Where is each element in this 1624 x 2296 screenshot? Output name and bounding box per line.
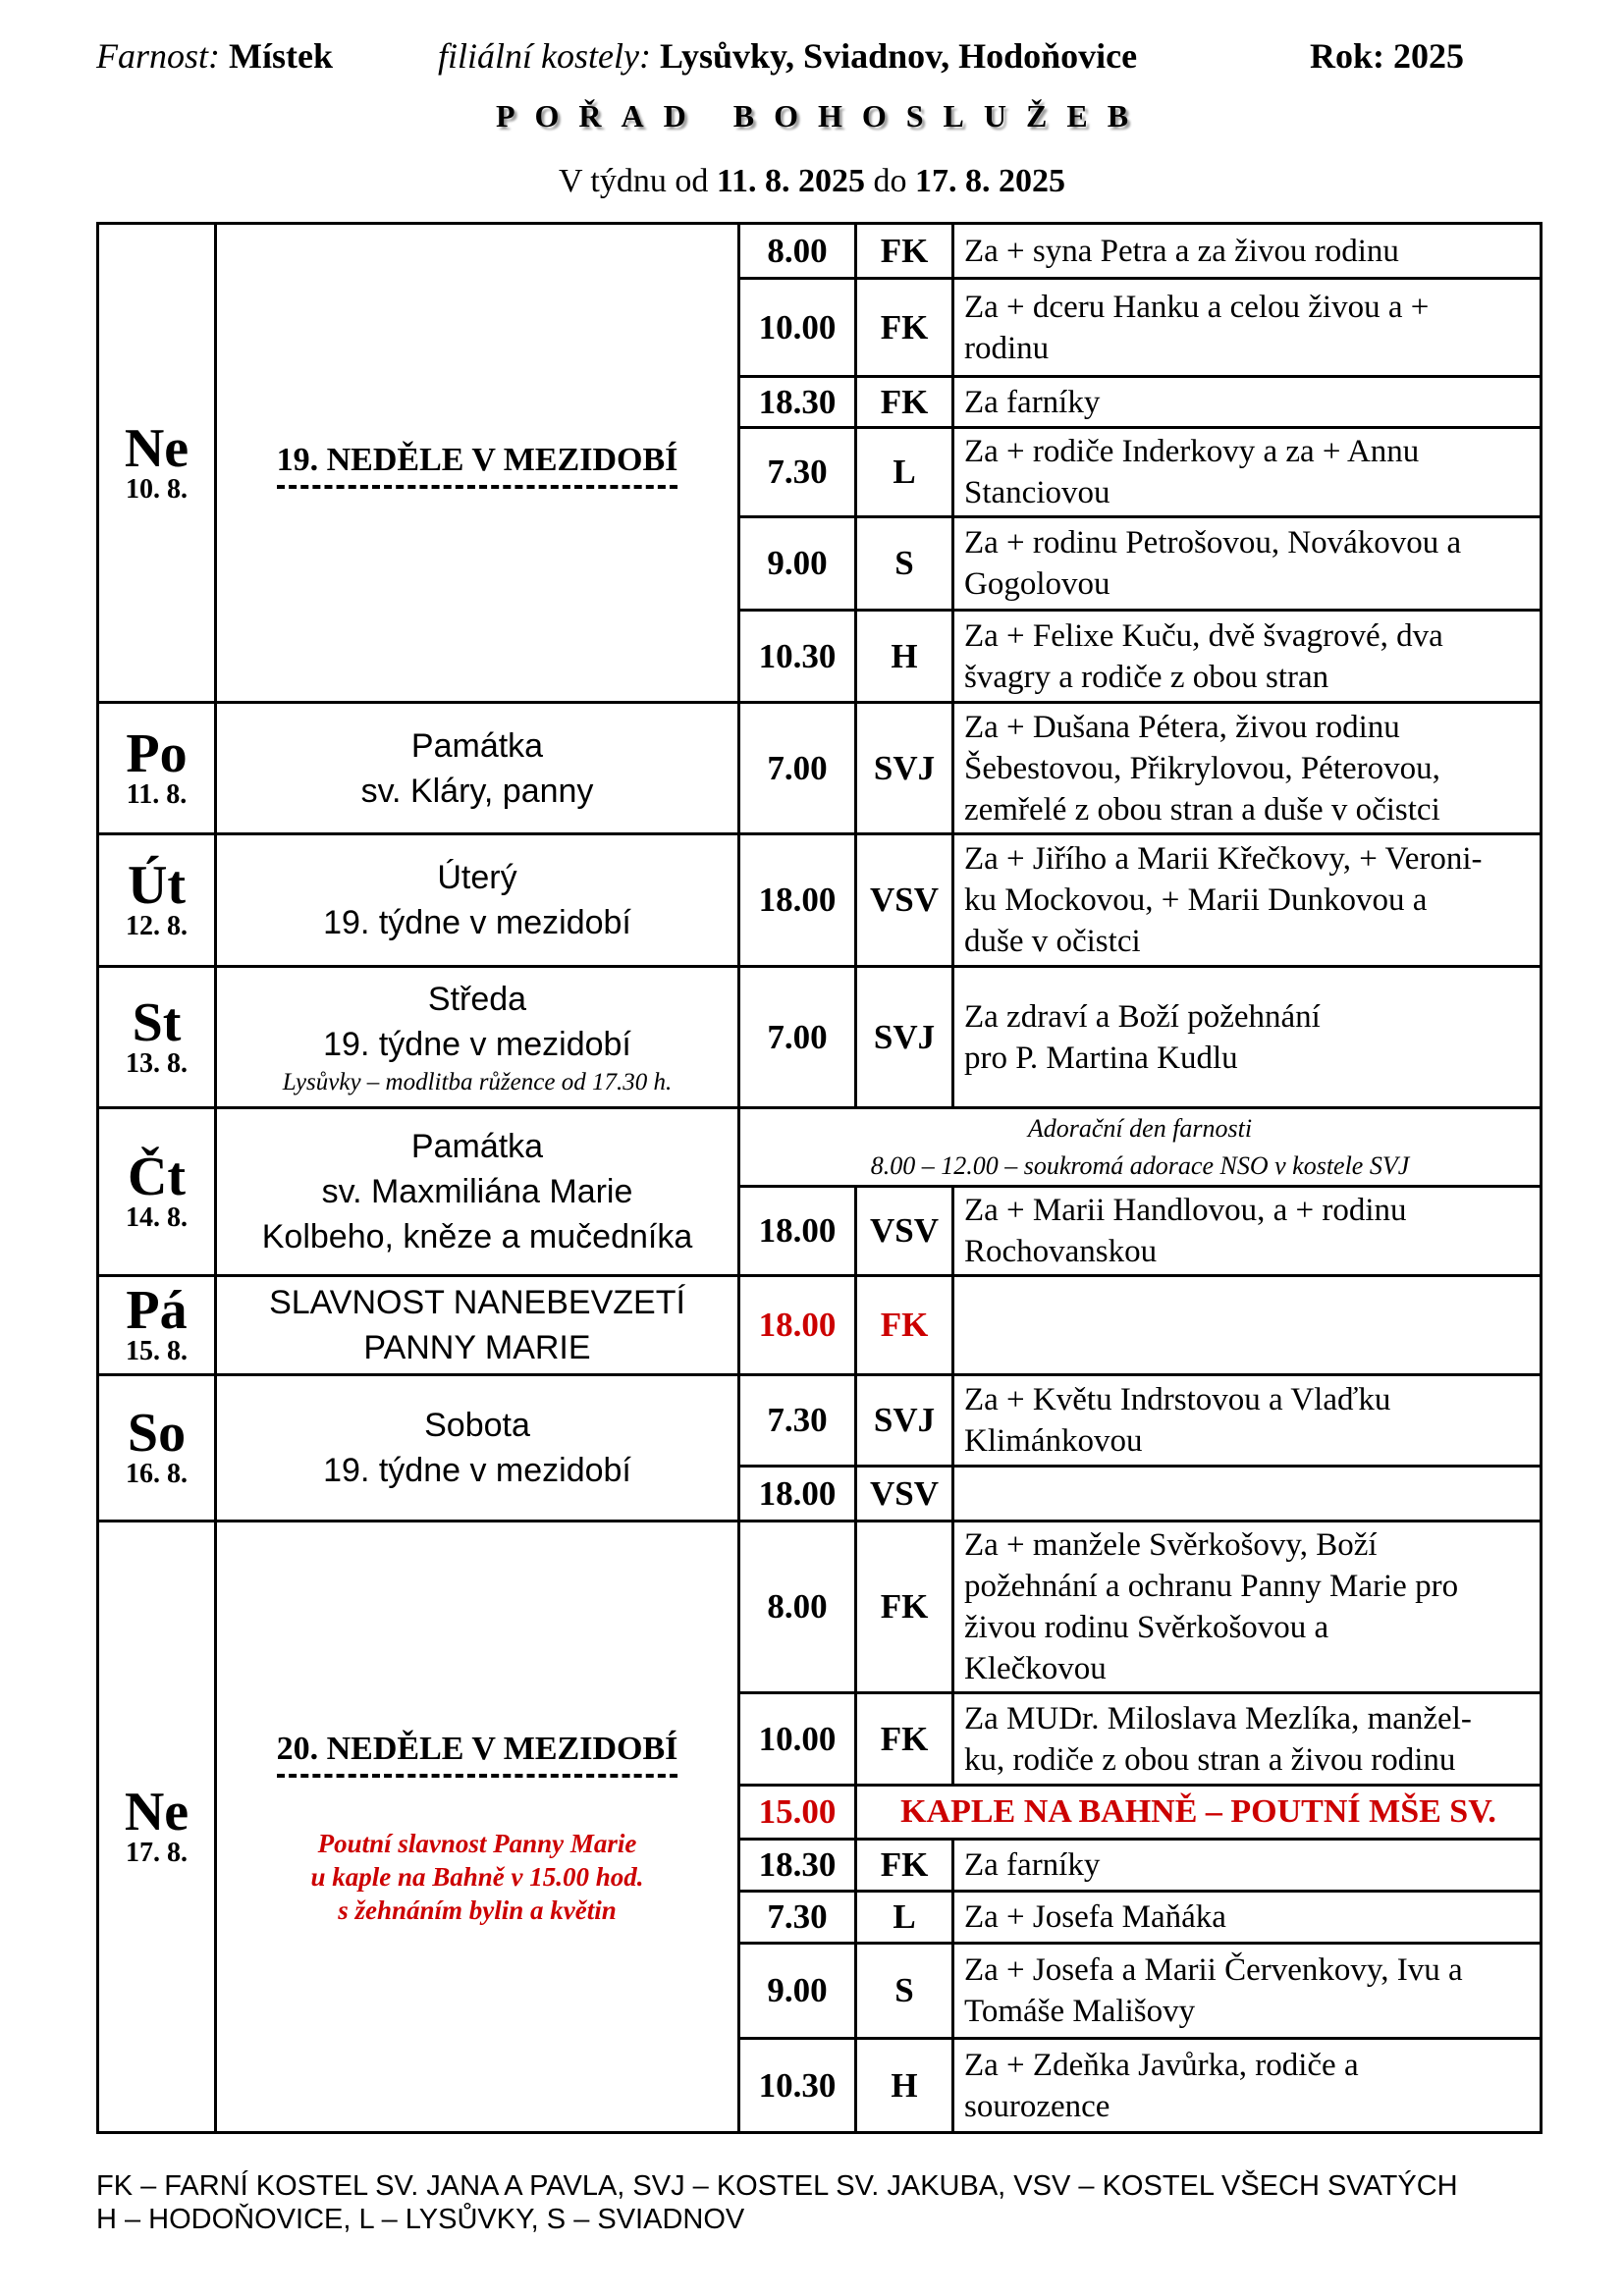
intention-line: Za + rodinu Petrošovou, Novákovou a: [964, 525, 1462, 561]
day-cell: [98, 967, 216, 1108]
liturgical-day-line: Kolbeho, kněze a mučedníka: [261, 1218, 693, 1255]
church-code: FK: [856, 1693, 953, 1786]
schedule-row: [98, 1276, 1542, 1375]
mass-intention: [953, 224, 1542, 279]
intention-line: Za + Felixe Kuču, dvě švagrové, dva: [964, 617, 1443, 654]
pilgrimage-note: [217, 1827, 737, 1927]
intention-line: Za + Květu Indrstovou a Vlaďku: [964, 1382, 1391, 1417]
legend-line: FK – FARNÍ KOSTEL SV. JANA A PAVLA, SVJ – KOSTEL SV. JAKUBA, VSV – KOSTEL VŠECH SVATÝCH: [96, 2170, 1458, 2202]
filial-label: filiální kostely:: [438, 36, 651, 76]
sunday-title: 20. NEDĚLE V MEZIDOBÍ: [277, 1727, 678, 1778]
mass-intention: [953, 517, 1542, 611]
intention-line: ku Mockovou, + Marii Dunkovou a: [964, 882, 1428, 918]
mass-time: 10.30: [739, 2039, 856, 2133]
liturgical-day-cell: [216, 1108, 739, 1276]
intention-line: Klečkovou: [964, 1651, 1107, 1686]
church-code: FK: [856, 377, 953, 428]
schedule-row: [98, 1108, 1542, 1187]
mass-intention: [953, 1187, 1542, 1276]
mass-intention: [953, 428, 1542, 517]
mass-time: 10.30: [739, 611, 856, 703]
mass-time: 7.30: [739, 1375, 856, 1467]
intention-line: Za farníky: [964, 1847, 1101, 1883]
schedule-row: [98, 1522, 1542, 1693]
church-code: SVJ: [856, 967, 953, 1108]
legend-footer: [96, 2169, 1569, 2236]
mass-intention: [953, 1276, 1542, 1375]
day-date: 15. 8.: [126, 1336, 188, 1366]
liturgical-day-line: 19. týdne v mezidobí: [323, 1452, 631, 1489]
liturgical-day-cell: [216, 703, 739, 834]
week-prefix: V týdnu od: [558, 163, 709, 199]
mass-intention: [953, 377, 1542, 428]
pilgrimage-note-line: Poutní slavnost Panny Marie: [317, 1829, 637, 1858]
day-note: Lysůvky – modlitba růžence od 17.30 h.: [282, 1068, 673, 1095]
day-abbr: Ne: [124, 1782, 189, 1842]
mass-intention: [953, 1944, 1542, 2039]
intention-line: Za zdraví a Boží požehnání: [964, 998, 1321, 1035]
liturgical-day-line: Památka: [410, 726, 544, 765]
mass-time: 7.00: [739, 703, 856, 834]
day-date: 16. 8.: [126, 1459, 188, 1489]
day-date: 13. 8.: [126, 1047, 188, 1079]
intention-line: ku, rodiče z obou stran a živou rodinu: [964, 1741, 1456, 1778]
liturgical-day-line: Úterý: [437, 859, 517, 896]
week-mid: do: [873, 163, 907, 199]
liturgical-day-cell: [216, 1375, 739, 1522]
schedule-table: [96, 222, 1543, 2134]
liturgical-day-cell: [216, 834, 739, 967]
church-code: L: [856, 428, 953, 517]
liturgical-day-cell: [216, 1522, 739, 2133]
mass-intention: [953, 834, 1542, 967]
filial-info: [438, 35, 1137, 77]
page-title: POŘAD BOHOSLUŽEB: [495, 98, 1149, 133]
intention-line: duše v očistci: [964, 924, 1141, 959]
intention-line: švagry a rodiče z obou stran: [964, 659, 1329, 695]
intention-line: požehnání a ochranu Panny Marie pro: [964, 1569, 1459, 1604]
mass-time: 8.00: [739, 224, 856, 279]
parish-label: Farnost:: [96, 36, 220, 76]
day-cell: [98, 703, 216, 834]
day-cell: [98, 224, 216, 703]
sunday-title: 19. NEDĚLE V MEZIDOBÍ: [277, 438, 678, 489]
liturgical-day-line: 19. týdne v mezidobí: [323, 1025, 631, 1063]
intention-line: živou rodinu Svěrkošovou a: [964, 1610, 1329, 1645]
mass-time: 18.00: [739, 1467, 856, 1522]
mass-time: 18.00: [739, 1276, 856, 1375]
mass-time: 10.00: [739, 1693, 856, 1786]
pilgrimage-note-line: s žehnáním bylin a květin: [338, 1896, 617, 1925]
adoration-line: 8.00 – 12.00 – soukromá adorace NSO v kostele SVJ: [870, 1150, 1410, 1180]
intention-line: Za + Josefa a Marii Červenkovy, Ivu a: [964, 1952, 1463, 1988]
day-cell: [98, 1522, 216, 2133]
intention-line: Stanciovou: [964, 475, 1110, 510]
schedule-row: [98, 1375, 1542, 1467]
liturgical-day-cell: [216, 224, 739, 703]
liturgical-day-line: Památka: [410, 1128, 544, 1165]
liturgical-day-cell: [216, 967, 739, 1108]
mass-intention: [953, 1375, 1542, 1467]
intention-line: Za + Marii Handlovou, a + rodinu: [964, 1193, 1407, 1228]
intention-line: Gogolovou: [964, 566, 1110, 602]
day-date: 14. 8.: [126, 1202, 188, 1233]
intention-line: Za + Josefa Maňáka: [964, 1899, 1226, 1935]
mass-time: 9.00: [739, 1944, 856, 2039]
intention-line: Klimánkovou: [964, 1423, 1143, 1459]
mass-time: 7.30: [739, 1892, 856, 1944]
mass-time: 15.00: [739, 1786, 856, 1840]
mass-intention: [953, 611, 1542, 703]
day-cell: [98, 1375, 216, 1522]
intention-line: Rochovanskou: [964, 1234, 1158, 1269]
mass-intention: [953, 2039, 1542, 2133]
mass-intention: [953, 1522, 1542, 1693]
day-abbr: St: [132, 991, 182, 1053]
liturgical-day-line: Sobota: [424, 1407, 530, 1444]
mass-intention: [953, 703, 1542, 834]
church-code: VSV: [856, 1467, 953, 1522]
parish-name: Místek: [229, 36, 333, 76]
liturgical-day-line: sv. Maxmiliána Marie: [321, 1173, 633, 1210]
day-date: 10. 8.: [126, 473, 188, 505]
church-code: FK: [856, 1276, 953, 1375]
year-label: Rok: 2025: [1310, 36, 1465, 76]
intention-line: pro P. Martina Kudlu: [964, 1040, 1238, 1076]
day-cell: [98, 834, 216, 967]
liturgical-day-line: Středa: [427, 980, 527, 1018]
mass-time: 7.00: [739, 967, 856, 1108]
mass-intention: [953, 1840, 1542, 1892]
mass-time: 10.00: [739, 279, 856, 377]
intention-line: Za + manžele Svěrkošovy, Boží: [964, 1527, 1378, 1563]
church-code: H: [856, 2039, 953, 2133]
mass-intention: [953, 279, 1542, 377]
liturgical-day-cell: [216, 1276, 739, 1375]
mass-intention: [953, 1467, 1542, 1522]
mass-time: 18.30: [739, 377, 856, 428]
day-date: 11. 8.: [126, 778, 188, 810]
mass-time: 18.00: [739, 1187, 856, 1276]
day-abbr: Po: [126, 722, 188, 784]
adoration-line: Adorační den farnosti: [1027, 1113, 1253, 1143]
mass-time: 7.30: [739, 428, 856, 517]
week-from: 11. 8. 2025: [716, 163, 865, 199]
special-mass: KAPLE NA BAHNĚ – POUTNÍ MŠE SV.: [856, 1786, 1542, 1840]
intention-line: Za + Jiřího a Marii Křečkovy, + Veroni-: [964, 841, 1483, 877]
week-to: 17. 8. 2025: [915, 163, 1065, 199]
intention-line: Za MUDr. Miloslava Mezlíka, manžel-: [964, 1700, 1472, 1736]
liturgical-day-line: PANNY MARIE: [363, 1329, 591, 1366]
church-code: FK: [856, 224, 953, 279]
intention-line: Šebestovou, Přikrylovou, Péterovou,: [964, 750, 1440, 786]
intention-line: Za + syna Petra a za živou rodinu: [964, 233, 1399, 269]
day-abbr: Pá: [126, 1280, 188, 1341]
schedule-row: [98, 967, 1542, 1108]
church-code: S: [856, 1944, 953, 2039]
legend-line: H – HODOŇOVICE, L – LYSŮVKY, S – SVIADNOV: [96, 2204, 745, 2235]
schedule-row: [98, 703, 1542, 834]
church-code: FK: [856, 1522, 953, 1693]
church-code: SVJ: [856, 1375, 953, 1467]
day-abbr: Ne: [124, 417, 189, 479]
parish-info: [96, 35, 333, 77]
document-header: [96, 35, 1530, 86]
adoration-note: [739, 1108, 1542, 1187]
intention-line: zemřelé z obou stran a duše v očistci: [964, 791, 1440, 828]
church-code: FK: [856, 1840, 953, 1892]
church-code: VSV: [856, 834, 953, 967]
intention-line: sourozence: [964, 2088, 1110, 2124]
intention-line: rodinu: [964, 330, 1050, 366]
mass-time: 8.00: [739, 1522, 856, 1693]
day-abbr: Út: [127, 855, 187, 916]
intention-line: Za + rodiče Inderkovy a za + Annu: [964, 434, 1420, 469]
liturgical-day-line: 19. týdne v mezidobí: [323, 904, 631, 941]
schedule-row: [98, 224, 1542, 279]
mass-intention: [953, 1892, 1542, 1944]
pilgrimage-note-line: u kaple na Bahně v 15.00 hod.: [310, 1862, 644, 1892]
day-date: 12. 8.: [126, 911, 188, 941]
intention-line: Tomáše Mališovy: [964, 1994, 1196, 2029]
liturgical-day-line: sv. Kláry, panny: [360, 772, 594, 810]
mass-time: 9.00: [739, 517, 856, 611]
liturgical-day-line: SLAVNOST NANEBEVZETÍ: [269, 1284, 685, 1321]
filial-names: Lysůvky, Sviadnov, Hodoňovice: [659, 36, 1138, 76]
day-abbr: Čt: [127, 1147, 187, 1207]
schedule-row: [98, 834, 1542, 967]
intention-line: Za + Dušana Pétera, živou rodinu: [964, 709, 1400, 745]
church-code: FK: [856, 279, 953, 377]
church-code: SVJ: [856, 703, 953, 834]
day-abbr: So: [127, 1403, 187, 1464]
mass-time: 18.30: [739, 1840, 856, 1892]
day-cell: [98, 1276, 216, 1375]
church-code: S: [856, 517, 953, 611]
intention-line: Za farníky: [964, 384, 1101, 420]
intention-line: Za + Zdeňka Javůrka, rodiče a: [964, 2047, 1359, 2083]
mass-intention: [953, 1693, 1542, 1786]
mass-time: 18.00: [739, 834, 856, 967]
church-code: H: [856, 611, 953, 703]
day-cell: [98, 1108, 216, 1276]
church-code: VSV: [856, 1187, 953, 1276]
church-code: L: [856, 1892, 953, 1944]
intention-line: Za + dceru Hanku a celou živou a +: [964, 289, 1430, 325]
day-date: 17. 8.: [126, 1838, 188, 1868]
week-range: [0, 163, 1624, 200]
mass-intention: [953, 967, 1542, 1108]
